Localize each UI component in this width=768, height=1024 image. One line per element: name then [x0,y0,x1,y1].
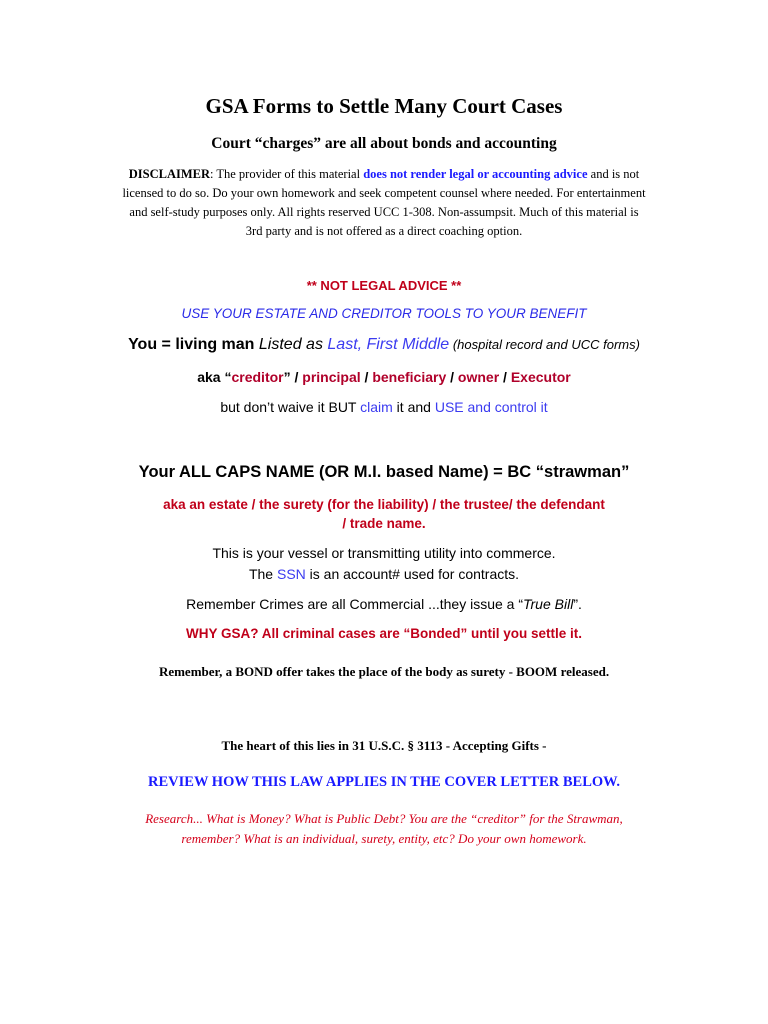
page-subtitle: Court “charges” are all about bonds and accounting [211,135,557,152]
disclaimer-line-1 [0,165,768,184]
vessel-line: This is your vessel or transmitting utility into commerce. [212,545,556,561]
why-gsa-line: WHY GSA? All criminal cases are “Bonded” until you settle it. [185,626,583,641]
hospital-note: (hospital record and UCC forms) [449,337,640,352]
crimes-line [0,596,768,612]
role-principal: principal [302,369,361,385]
ssn-line [0,566,768,582]
aka-prefix: aka “ [197,369,232,385]
name-order: Last, First Middle [327,336,450,353]
disclaimer-text-1a: : The provider of this material [210,167,364,181]
disclaimer-line-3: and self-study purposes only. All rights reserved UCC 1-308. Non-assumpsit. Much of this material is [129,205,639,219]
aka-sep-1: ” / [283,369,303,385]
ssn-suffix: is an account# used for contracts. [305,566,520,582]
crimes-text: Remember Crimes are all Commercial ...they issue a “ [186,596,523,612]
disclaimer-highlight: does not render legal or accounting advice [363,167,588,181]
true-bill: True Bill [523,596,574,612]
heart-line: The heart of this lies in 31 U.S.C. § 3113 - Accepting Gifts - [221,738,547,753]
aka-estate-line-2: / trade name. [342,516,426,531]
use-estate-line: USE YOUR ESTATE AND CREDITOR TOOLS TO YOUR BENEFIT [181,306,587,321]
claim-word: claim [360,399,393,415]
role-owner: owner [457,369,500,385]
disclaimer-line-2: licensed to do so. Do your own homework and seek competent counsel where needed. For entertainment [122,186,646,200]
you-label: You = living man [128,336,255,353]
disclaimer-label: DISCLAIMER [128,167,210,181]
bond-line: Remember, a BOND offer takes the place of the body as surety - BOOM released. [158,664,610,679]
disclaimer-line-4: 3rd party and is not offered as a direct coaching option. [245,224,523,238]
role-beneficiary: beneficiary [372,369,447,385]
aka-estate-line-1: aka an estate / the surety (for the liability) / the trustee/ the defendant [163,497,605,512]
waive-line [0,399,768,415]
waive-text: but don’t waive it BUT [220,399,361,415]
use-control: USE and control it [434,399,548,415]
research-line-2: remember? What is an individual, surety, entity, etc? Do your own homework. [181,831,587,846]
all-caps-name-line: Your ALL CAPS NAME (OR M.I. based Name) = BC “strawman” [138,463,630,481]
ssn-prefix: The [248,566,277,582]
not-legal-advice: ** NOT LEGAL ADVICE ** [306,278,462,293]
research-line-1: Research... What is Money? What is Public Debt? You are the “creditor” for the Strawman, [145,811,623,826]
page-title: GSA Forms to Settle Many Court Cases [205,94,563,118]
disclaimer-text-1c: and is not [587,167,640,181]
crimes-end: ”. [573,596,582,612]
listed-as: Listed as [254,336,328,353]
ssn-word: SSN [276,566,306,582]
role-executor: Executor [510,369,571,385]
aka-sep-3: / [446,369,458,385]
role-creditor: creditor [231,369,284,385]
aka-creditor-line [0,369,768,385]
aka-sep-4: / [499,369,511,385]
review-line: REVIEW HOW THIS LAW APPLIES IN THE COVER LETTER BELOW. [148,774,620,790]
waive-mid: it and [392,399,435,415]
aka-sep-2: / [360,369,373,385]
you-living-man-line [0,336,768,354]
